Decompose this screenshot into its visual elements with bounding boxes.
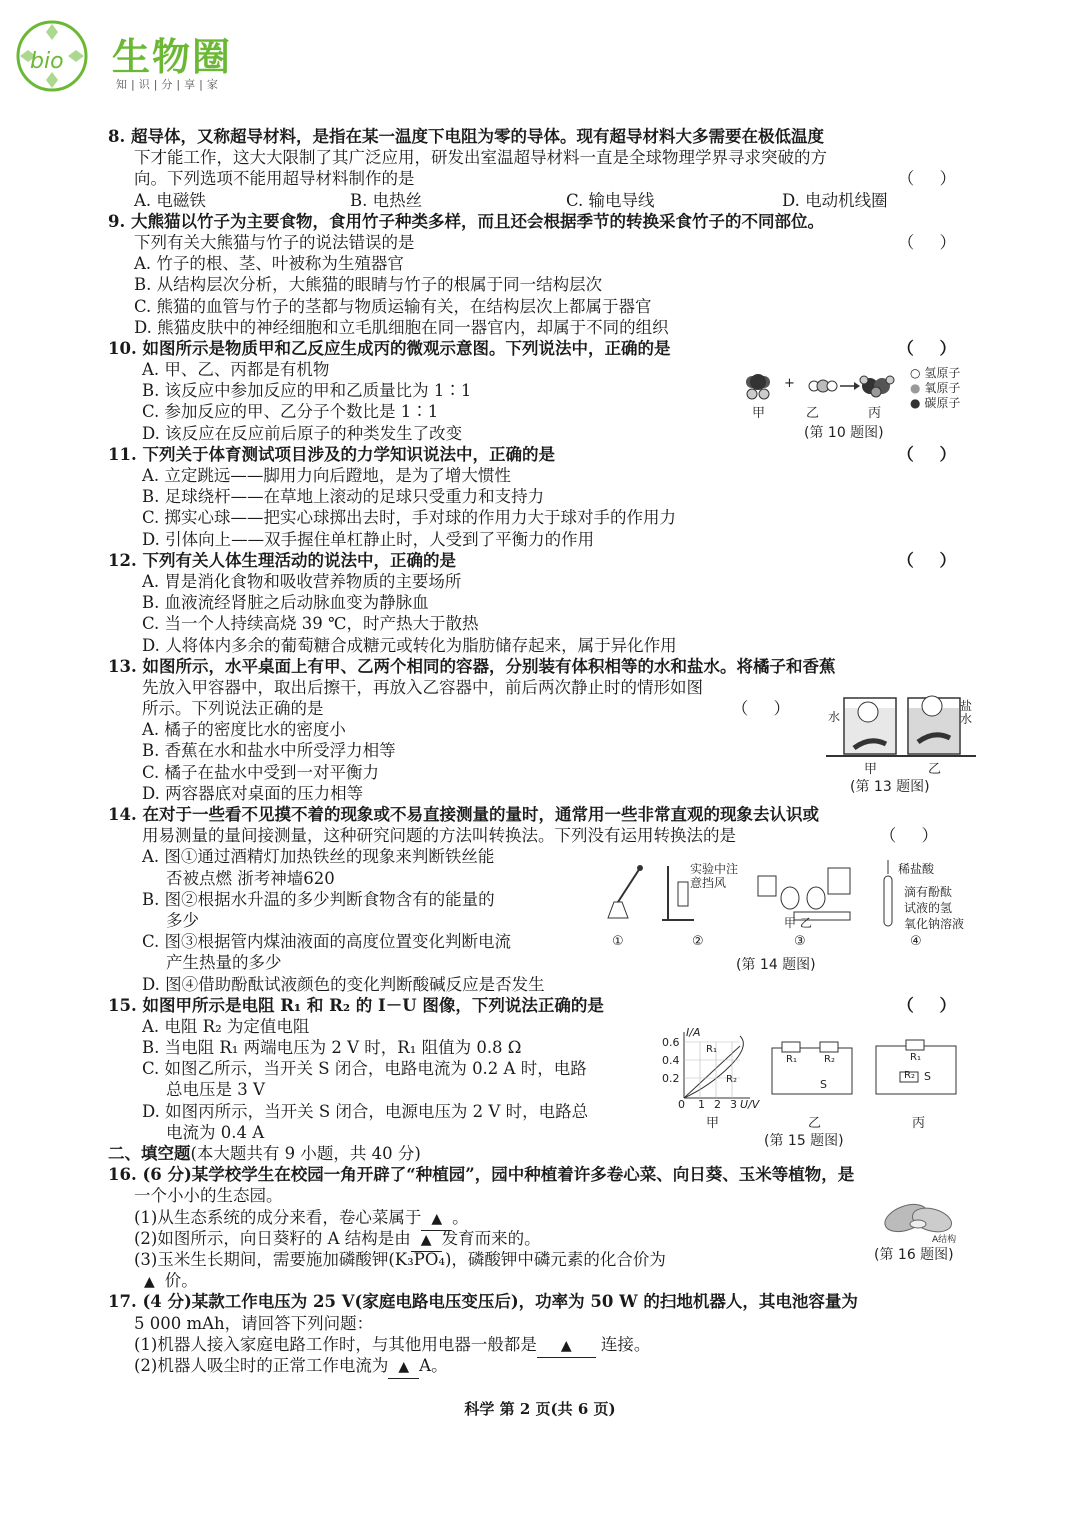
question-line: 12. 下列有关人体生理活动的说法中，正确的是 （ ）: [108, 550, 966, 570]
question-line: 一个小小的生态园。: [134, 1186, 283, 1206]
brand-tagline: 知|识|分|享|家: [116, 78, 222, 91]
question-line: 先放入甲容器中，取出后擦干，再放入乙容器中，前后两次静止时的情形如图: [142, 677, 703, 697]
option-d: D. 人将体内多余的葡萄糖合成糖元或转化为脂肪储存起来，属于异化作用: [142, 635, 677, 655]
answer-blank[interactable]: [388, 1355, 419, 1379]
option-b: B. 从结构层次分析，大熊猫的眼睛与竹子的根属于同一结构层次: [134, 275, 603, 295]
section-subtitle: (本大题共有 9 小题，共 40 分): [190, 1144, 421, 1163]
label-yi: 乙: [808, 1116, 822, 1131]
brand-name: 生物圈: [112, 35, 233, 79]
resistor-r1-label: R₁: [786, 1054, 797, 1065]
question-line: 用易测量的量间接测量，这种研究问题的方法叫转换法。下列没有运用转换法的是 （ ）: [142, 826, 948, 846]
option-b: B. 该反应中参加反应的甲和乙质量比为 1∶1: [142, 381, 472, 401]
option-c: C. 输电导线: [566, 190, 655, 210]
option-d: D. 两容器底对桌面的压力相等: [142, 783, 364, 803]
carbon-atom-icon: ●: [910, 396, 921, 410]
label-bing: 丙: [912, 1116, 926, 1131]
oxygen-atom-icon: ●: [910, 381, 921, 395]
question-line: 9. 大熊猫以竹子为主要食物，食用竹子种类多样，而且还会根据季节的转换采食竹子的不同部位。: [108, 211, 824, 231]
option-d: D. 如图丙所示，当开关 S 闭合，电源电压为 2 V 时，电路总: [142, 1101, 589, 1121]
option-a: A. 电阻 R₂ 为定值电阻: [142, 1016, 310, 1036]
figure-q15-circuits: [660, 1026, 970, 1152]
figure-q14-experiments: [598, 858, 978, 978]
option-d: D. 熊猫皮肤中的神经细胞和立毛肌细胞在同一器官内，却属于不同的组织: [134, 317, 669, 337]
question-17: [108, 1291, 972, 1376]
sub-question-2: (2)机器人吸尘时的正常工作电流为 ▲ A。: [108, 1355, 972, 1376]
y-tick: 0.4: [662, 1054, 680, 1067]
y-tick: 0.6: [662, 1036, 680, 1049]
option-b: B. 图②根据水升温的多少判断食物含有的能量的: [142, 889, 495, 909]
label-yi: 乙: [928, 762, 942, 777]
question-line: 下才能工作，这大大限制了其广泛应用，研发出室温超导材料一直是全球物理学界寻求突破的方: [134, 148, 827, 168]
curve-r1-label: R₁: [706, 1044, 717, 1055]
sub-question-1: (1)从生态系统的成分来看，卷心菜属于 ▲ 。: [108, 1207, 972, 1228]
hydrogen-atom-icon: ○: [910, 366, 921, 380]
legend-carbon: ● 碳原子: [910, 396, 961, 410]
option-a: A. 胃是消化食物和吸收营养物质的主要场所: [142, 571, 462, 591]
option-d: D. 引体向上——双手握住单杠静止时，人受到了平衡力的作用: [142, 529, 595, 549]
sub-question-3: (3)玉米生长期间，需要施加磷酸钾(K₃PO₄)，磷酸钾中磷元素的化合价为: [134, 1249, 666, 1269]
answer-paren: （ ）: [897, 995, 966, 1015]
question-line: 10. 如图所示是物质甲和乙反应生成丙的微观示意图。下列说法中，正确的是 （ ）: [108, 338, 966, 358]
label-yi: 乙: [806, 406, 820, 421]
label-jia-yi: 甲 乙: [784, 916, 812, 930]
option-a: A. 竹子的根、茎、叶被称为生殖器官: [134, 254, 404, 274]
option-c: C. 熊猫的血管与竹子的茎都与物质运输有关，在结构层次上都属于器官: [134, 296, 652, 316]
option-c-cont: 产生热量的多少: [166, 953, 282, 973]
figure-caption: (第 14 题图): [736, 957, 816, 973]
containers-diagram: [826, 690, 976, 760]
blank-triangle-icon: ▲: [560, 1337, 572, 1354]
y-axis-label: I/A: [686, 1026, 701, 1039]
option-c-cont: 总电压是 3 V: [166, 1080, 265, 1100]
answer-paren: （ ）: [731, 699, 800, 719]
question-line: 13. 如图所示，水平桌面上有甲、乙两个相同的容器，分别装有体积相等的水和盐水。将橘子和香蕉: [108, 656, 836, 676]
option-a: A. 电磁铁: [134, 190, 206, 210]
bio-leaf-icon: [14, 18, 90, 94]
option-c: C. 如图乙所示，当开关 S 闭合，电路电流为 0.2 A 时，电路: [142, 1059, 587, 1079]
blank-triangle-icon: ▲: [431, 1210, 443, 1227]
legend-oxygen: ● 氧原子: [910, 381, 961, 395]
figure-caption: (第 15 题图): [764, 1133, 844, 1149]
atom-legend: [910, 366, 960, 411]
label-jia: 甲: [864, 762, 878, 777]
question-line: 8. 超导体，又称超导材料，是指在某一温度下电阻为零的导体。现有超导材料大多需要在极低温度: [108, 127, 824, 146]
x-tick: 1: [698, 1098, 705, 1111]
question-12: [108, 550, 972, 656]
sub-question-1: (1)机器人接入家庭电路工作时，与其他用电器一般都是 ▲ 连接。: [108, 1334, 972, 1355]
option-b-cont: 多少: [166, 910, 199, 930]
option-c: C. 图③根据管内煤油液面的高度位置变化判断电流: [142, 932, 512, 952]
legend-hydrogen: ○ 氢原子: [910, 366, 961, 380]
option-d: D. 电动机线圈: [782, 190, 888, 210]
label-jia: 甲: [752, 406, 766, 421]
answer-blank[interactable]: [134, 1270, 165, 1293]
answer-paren: （ ）: [879, 826, 948, 846]
figure-caption: (第 16 题图): [874, 1247, 954, 1263]
y-tick: 0.2: [662, 1072, 680, 1085]
figure-num-2: ②: [692, 934, 704, 949]
answer-paren: （ ）: [897, 338, 966, 358]
section-heading: 二、填空题(本大题共有 9 小题，共 40 分): [108, 1144, 421, 1163]
figure-num-1: ①: [612, 934, 624, 949]
answer-paren: （ ）: [897, 232, 966, 252]
option-a: A. 甲、乙、丙都是有机物: [142, 360, 330, 380]
option-a-cont: 否被点燃 浙考神墙620: [166, 868, 335, 888]
figure-num-4: ④: [910, 934, 922, 949]
question-line: 向。下列选项不能用超导材料制作的是 （ ）: [134, 169, 966, 189]
option-c: C. 当一个人持续高烧 39 ℃，时产热大于散热: [142, 614, 479, 634]
figure-q16-sunflower-seed: [870, 1196, 974, 1266]
option-b: B. 当电阻 R₁ 两端电压为 2 V 时，R₁ 阻值为 0.8 Ω: [142, 1038, 522, 1058]
switch-label: S: [924, 1070, 931, 1083]
structure-a-label: A结构: [932, 1235, 957, 1245]
option-b: B. 香蕉在水和盐水中所受浮力相等: [142, 741, 396, 761]
plus-sign: +: [784, 376, 795, 391]
page-footer: 科学 第 2 页(共 6 页): [464, 1400, 616, 1418]
question-11: [108, 444, 972, 550]
options-row: [108, 190, 972, 211]
resistor-r2-label: R₂: [904, 1070, 915, 1081]
x-axis-label: U/V: [740, 1098, 760, 1111]
figure-num-3: ③: [794, 934, 806, 949]
answer-paren: （ ）: [897, 444, 966, 464]
sub-question-2: (2)如图所示，向日葵籽的 A 结构是由 ▲ 发育而来的。: [108, 1228, 972, 1249]
resistor-r2-label: R₂: [824, 1054, 835, 1065]
option-a: A. 立定跳远——脚用力向后蹬地，是为了增大惯性: [142, 466, 511, 485]
figure-q10-molecules: [740, 366, 980, 446]
option-d: D. 该反应在反应前后原子的种类发生了改变: [142, 423, 463, 443]
resistor-r1-label: R₁: [910, 1052, 921, 1063]
x-tick: 3: [730, 1098, 737, 1111]
figure-q13-containers: [826, 690, 976, 800]
molecule-diagram: [740, 370, 910, 410]
label-water: 水: [828, 710, 841, 724]
option-c: C. 橘子在盐水中受到一对平衡力: [142, 762, 380, 782]
blank-triangle-icon: ▲: [420, 1231, 432, 1248]
brand-logo: [14, 14, 234, 94]
question-line: 所示。下列说法正确的是 （ ）: [142, 699, 800, 719]
figure-caption: (第 13 题图): [850, 779, 930, 795]
note-shield-wind: 实验中注 意挡风: [690, 862, 739, 890]
question-line: 17. (4 分)某款工作电压为 25 V(家庭电路电压变压后)，功率为 50 W 的扫地机器人，其电池容量为: [108, 1292, 858, 1312]
option-a: A. 图①通过酒精灯加热铁丝的现象来判断铁丝能: [142, 847, 495, 867]
curve-r2-label: R₂: [726, 1074, 737, 1085]
x-tick: 0: [678, 1098, 685, 1111]
option-b: B. 电热丝: [350, 190, 423, 210]
question-8: [108, 126, 972, 211]
label-bing: 丙: [868, 406, 882, 421]
label-saltwater: 盐水: [960, 699, 973, 726]
question-line: 11. 下列关于体育测试项目涉及的力学知识说法中，正确的是 （ ）: [108, 444, 966, 464]
figure-caption: (第 10 题图): [804, 425, 884, 441]
option-a: A. 橘子的密度比水的密度小: [142, 720, 346, 740]
option-b: B. 血液流经肾脏之后动脉血变为静脉血: [142, 593, 429, 613]
option-c: C. 掷实心球——把实心球掷出去时，手对球的作用力大于球对手的作用力: [142, 508, 677, 528]
label-jia: 甲: [706, 1116, 720, 1131]
sub-question-3-cont: ▲ 价。: [108, 1270, 972, 1291]
note-hcl: 稀盐酸: [898, 862, 935, 876]
question-line: 5 000 mAh，请回答下列问题：: [134, 1313, 374, 1333]
question-16: [108, 1164, 972, 1291]
question-line: 16. (6 分)某学校学生在校园一角开辟了“种植园”，园中种植着许多卷心菜、向日葵、玉米等植物，是: [108, 1165, 855, 1185]
x-tick: 2: [714, 1098, 721, 1111]
option-b: B. 足球绕杆——在草地上滚动的足球只受重力和支持力: [142, 487, 545, 507]
question-9: [108, 211, 972, 338]
question-line: 下列有关大熊猫与竹子的说法错误的是 （ ）: [134, 232, 966, 252]
answer-paren: （ ）: [897, 550, 966, 570]
option-c: C. 参加反应的甲、乙分子个数比是 1∶1: [142, 402, 439, 422]
blank-triangle-icon: ▲: [398, 1358, 410, 1375]
switch-label: S: [820, 1078, 827, 1091]
question-line: 14. 在对于一些看不见摸不着的现象或不易直接测量的量时，通常用一些非常直观的现象去认识或: [108, 805, 819, 824]
answer-paren: （ ）: [897, 169, 966, 189]
logo-letters: bio: [30, 49, 64, 74]
option-d-cont: 电流为 0.4 A: [166, 1122, 265, 1142]
option-d: D. 图④借助酚酞试液颜色的变化判断酸碱反应是否发生: [142, 974, 545, 994]
question-line: 15. 如图甲所示是电阻 R₁ 和 R₂ 的 I－U 图像，下列说法正确的是 （ ）: [108, 995, 966, 1015]
blank-triangle-icon: ▲: [144, 1274, 155, 1291]
note-phenolphthalein: 滴有酚酞 试液的氢 氧化钠溶液: [904, 885, 965, 931]
